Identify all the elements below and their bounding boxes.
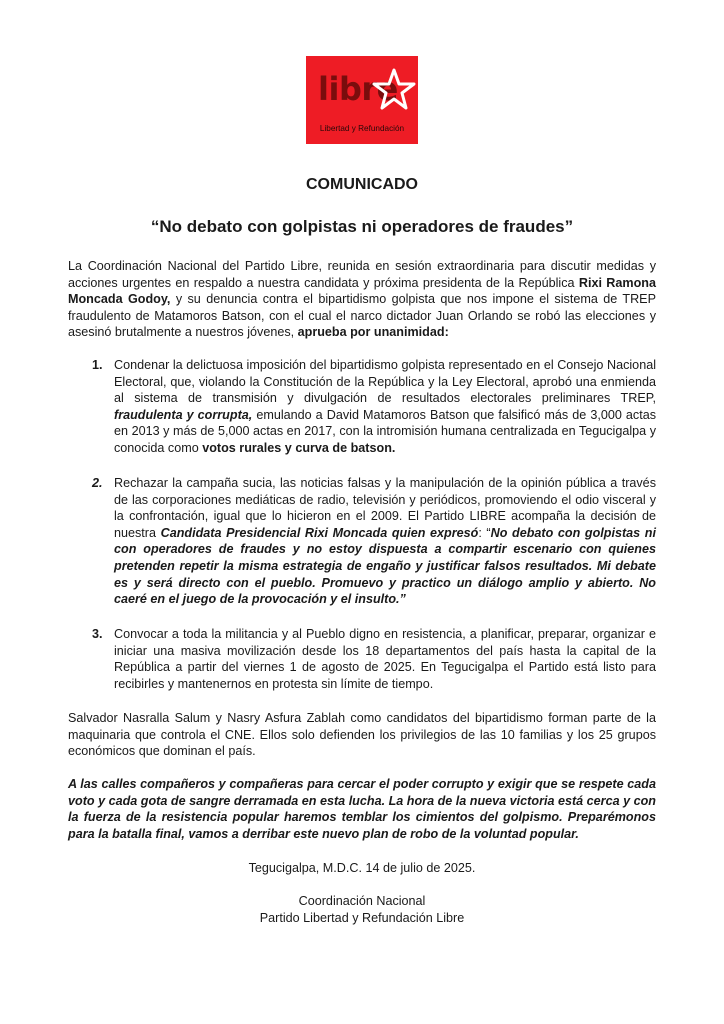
logo-tagline: Libertad y Refundación	[319, 124, 405, 133]
candidate-name: Rixi Ramona Moncada Godoy,	[68, 275, 656, 307]
item-1-text-2: emulando a David Matamoros Batson que falsificó más de 3,000 actas en 2013 y más de 5,000 actas en 2017, con la intromisión humana centralizada en Tegucigalpa y conocida como	[114, 407, 656, 455]
item-text	[114, 475, 656, 608]
item-number: 1.	[92, 358, 103, 372]
item-text	[114, 357, 656, 457]
item-2-text-2: : “	[478, 525, 491, 540]
item-number: 2.	[92, 476, 103, 490]
item-2-quote: No debato con golpistas ni con operadores de fraudes y no estoy dispuesta a compartir escenario con quienes pretenden repetir la misma estrategia de engaño y justificar falsos resultados. Mi debate es y será directo con el pueblo. Promuevo y practico un diálogo amplio y abierto. No caeré en el juego de la provocación y el insulto.”	[114, 525, 656, 607]
page-subtitle: “No debato con golpistas ni operadores de fraudes”	[150, 217, 574, 236]
date-line: Tegucigalpa, M.D.C. 14 de julio de 2025.	[248, 861, 476, 875]
candidates-paragraph: Salvador Nasralla Salum y Nasry Asfura Zablah como candidatos del bipartidismo forman parte de la maquinaria que controla el CNE. Ellos solo defienden los privilegios de las 10 familias y los 25 grupos económicos que dominan el país.	[68, 711, 656, 759]
item-number: 3.	[92, 627, 103, 641]
item-text: Convocar a toda la militancia y al Pueblo digno en resistencia, a planificar, preparar, organizar e iniciar una masiva movilización desde los 18 departamentos del país hasta la capital de la República a partir del viernes 1 de agosto de 2025. En Tegucigalpa el Partido está listo para recibirles y mantenernos en protesta sin límite de tiempo.	[114, 627, 656, 691]
party-logo	[306, 56, 418, 144]
logo-wordmark: libre	[318, 70, 398, 108]
item-1-text-1: Condenar la delictuosa imposición del bipartidismo golpista representado en el Consejo Nacional Electoral, que, violando la Constitución de la República y la Ley Electoral, aprobó una enmienda al sistema de transmisión y divulgación de resultados electorales preliminares TREP,	[114, 358, 656, 406]
item-2-emphasis-1: Candidata Presidencial Rixi Moncada quien expresó	[160, 525, 479, 540]
item-1-bold: votos rurales y curva de batson.	[202, 440, 396, 455]
item-1-emphasis: fraudulenta y corrupta,	[114, 407, 253, 422]
star-icon	[372, 67, 416, 111]
intro-text-1: La Coordinación Nacional del Partido Libre, reunida en sesión extraordinaria para discutir medidas y acciones urgentes en respaldo a nuestra candidata y próxima presidenta de la República	[68, 259, 656, 290]
signature-org: Coordinación Nacional	[298, 894, 426, 908]
page-title: COMUNICADO	[306, 176, 418, 193]
intro-text-2: y su denuncia contra el bipartidismo golpista que nos impone el sistema de TREP fraudulento de Matamoros Batson, con el cual el narco dictador Juan Orlando se robó las elecciones y asesinó brutalmente a nuestros jóvenes,	[68, 292, 656, 340]
closing-paragraph: A las calles compañeros y compañeras para cercar el poder corrupto y exigir que se respete cada voto y cada gota de sangre derramada en esta lucha. La hora de la nueva victoria está cerca y con la fuerza de la resistencia popular haremos temblar los cimientos del golpismo. Preparémonos para la batalla final, vamos a derribar este nuevo plan de robo de la voluntad popular.	[68, 777, 656, 841]
item-2-text-1: Rechazar la campaña sucia, las noticias falsas y la manipulación de la opinión pública a través de las corporaciones mediáticas de radio, televisión y periódicos, promoviendo el odio visceral y la confrontación, igual que lo hicieron en el 2009. El Partido LIBRE acompaña la decisión de nuestra	[114, 476, 656, 540]
signature-party: Partido Libertad y Refundación Libre	[259, 911, 465, 925]
intro-paragraph	[68, 258, 656, 341]
approval-phrase: aprueba por unanimidad:	[297, 325, 449, 340]
